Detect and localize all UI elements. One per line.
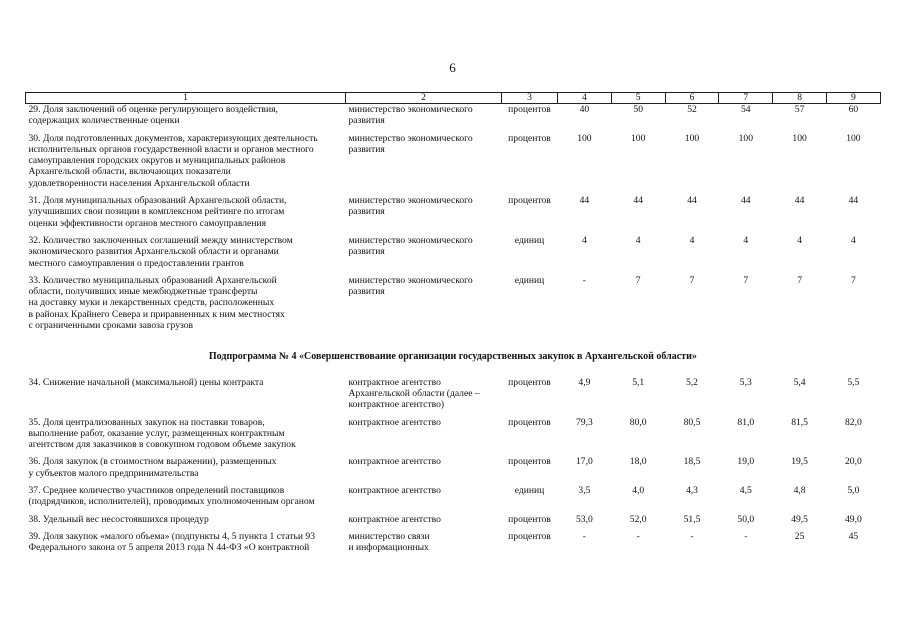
table-row	[26, 485, 881, 514]
value-cell: 80,5	[683, 416, 701, 428]
table-row	[26, 377, 881, 417]
page-number: 6	[449, 60, 456, 75]
value-cell: 18,5	[683, 456, 701, 468]
responsible-agency: министерство экономического развития	[348, 234, 473, 258]
value-cell: 100	[631, 132, 646, 144]
table-row	[26, 531, 881, 560]
responsible-agency: контрактное агентство	[348, 513, 441, 525]
value-cell: 82,0	[844, 416, 862, 428]
value-cell: 4	[850, 234, 856, 246]
value-cell: -	[744, 530, 748, 542]
responsible-agency: контрактное агентство	[348, 485, 441, 497]
value-cell: 5,0	[847, 485, 860, 497]
indicator-name: 30. Доля подготовленных документов, характеризующих деятельность исполнительных органов государственной власти и органов местного самоуправления городских округов и муниципальных районов Архангельской области, включающих показатели удовлетворенности населения Архангельской области	[28, 132, 318, 189]
value-cell: 44	[740, 195, 751, 207]
unit-cell: процентов	[508, 513, 551, 525]
value-cell: 81,5	[791, 416, 808, 428]
value-cell: 100	[738, 132, 753, 144]
table-row	[26, 195, 881, 235]
value-cell: 79,3	[576, 416, 593, 428]
table-row	[26, 417, 881, 457]
value-cell: 44	[633, 195, 643, 207]
value-cell: 81,0	[737, 416, 755, 428]
value-cell: 51,5	[683, 513, 701, 525]
value-cell: 7	[797, 274, 802, 286]
value-cell: 5,2	[685, 376, 698, 388]
header-col-8: 8	[773, 93, 827, 104]
value-cell: 50,0	[737, 513, 755, 525]
value-cell: 100	[792, 132, 807, 144]
value-cell: 5,5	[847, 376, 860, 388]
value-cell: -	[582, 530, 586, 542]
header-col-9: 9	[826, 93, 880, 104]
indicator-name: 39. Доля закупок «малого объема» (подпункты 4, 5 пункта 1 статьи 93 Федерального закона от 5 апреля 2013 года N 44-ФЗ «О контрактной	[28, 530, 315, 554]
value-cell: 44	[687, 195, 697, 207]
header-col-2: 2	[346, 93, 502, 104]
value-cell: 52	[687, 104, 697, 115]
unit-cell: процентов	[508, 195, 551, 207]
table-row	[26, 133, 881, 195]
value-cell: 60	[848, 104, 859, 115]
value-cell: 4	[797, 234, 802, 246]
value-cell: 4	[743, 234, 749, 246]
responsible-agency: министерство экономического развития	[348, 195, 473, 218]
indicator-name: 36. Доля закупок (в стоимостном выражении), размещенных у субъектов малого предпринимательства	[28, 456, 277, 479]
value-cell: 4	[689, 234, 695, 246]
responsible-agency: контрактное агентство	[348, 456, 441, 468]
unit-cell: процентов	[508, 376, 551, 388]
value-cell: 100	[684, 132, 700, 144]
value-cell: 7	[850, 274, 856, 286]
unit-cell: единиц	[514, 485, 545, 497]
value-cell: 4,3	[685, 485, 698, 497]
value-cell: 54	[740, 104, 751, 115]
value-cell: 49,5	[791, 513, 808, 525]
value-cell: 4,0	[632, 485, 645, 497]
unit-cell: единиц	[514, 274, 545, 286]
value-cell: 7	[743, 274, 749, 286]
indicator-name: 37. Среднее количество участников определений поставщиков (подрядчиков, исполнителей), проводимых уполномоченным органом	[28, 485, 315, 508]
responsible-agency: министерство связи и информационных	[348, 530, 430, 554]
unit-cell: процентов	[508, 104, 551, 115]
value-cell: 100	[577, 132, 592, 144]
value-cell: -	[690, 530, 694, 542]
value-cell: 44	[794, 195, 805, 207]
value-cell: 4,9	[578, 376, 591, 388]
header-col-4: 4	[558, 93, 612, 104]
responsible-agency: контрактное агентство Архангельской области (далее – контрактное агентство)	[348, 376, 480, 411]
unit-cell: процентов	[508, 530, 551, 542]
header-col-6: 6	[665, 93, 719, 104]
indicators-table	[25, 92, 881, 560]
value-cell: 5,1	[632, 376, 645, 388]
value-cell: 40	[579, 104, 590, 115]
value-cell: 49,0	[844, 513, 862, 525]
table-row	[26, 275, 881, 337]
value-cell: 4,5	[739, 485, 752, 497]
value-cell: 18,0	[629, 456, 647, 468]
indicator-name: 31. Доля муниципальных образований Архангельской области, улучшивших свои позиции в комплексном рейтинге по итогам оценки эффективности органов местного самоуправления	[28, 195, 287, 229]
table-header	[26, 93, 881, 104]
value-cell: 19,5	[791, 456, 808, 468]
table-row	[26, 456, 881, 485]
responsible-agency: контрактное агентство	[348, 416, 441, 428]
indicator-name: 34. Снижение начальной (максимальной) цены контракта	[28, 376, 264, 388]
value-cell: -	[636, 530, 640, 542]
responsible-agency: министерство экономического развития	[348, 274, 473, 298]
value-cell: 7	[689, 274, 695, 286]
header-col-3: 3	[502, 93, 558, 104]
value-cell: 45	[848, 530, 859, 542]
value-cell: 5,3	[739, 376, 752, 388]
responsible-agency: министерство экономического развития	[348, 132, 473, 155]
header-col-1: 1	[26, 93, 346, 104]
table-row	[26, 235, 881, 275]
value-cell: 4	[635, 234, 641, 246]
value-cell: 17,0	[576, 456, 593, 468]
unit-cell: процентов	[508, 416, 551, 428]
responsible-agency: министерство экономического развития	[348, 104, 473, 127]
unit-cell: единиц	[514, 234, 545, 246]
indicator-name: 35. Доля централизованных закупок на поставки товаров, выполнение работ, оказание услуг, размещенных контрактным агентством для заказчиков в совокупном годовом объеме закупок	[28, 416, 296, 451]
table-row	[26, 104, 881, 133]
value-cell: 3,5	[578, 485, 591, 497]
indicator-name: 32. Количество заключенных соглашений между министерством экономического развития Архангельской области и органами местного самоуправления о предоставлении грантов	[28, 234, 293, 269]
unit-cell: процентов	[508, 132, 551, 144]
value-cell: 44	[848, 195, 859, 207]
value-cell: 20,0	[844, 456, 862, 468]
value-cell: 80,0	[629, 416, 647, 428]
indicator-name: 29. Доля заключений об оценке регулирующего воздействия, содержащих количественные оценки	[28, 104, 278, 127]
value-cell: 44	[579, 195, 590, 207]
value-cell: 19,0	[737, 456, 755, 468]
value-cell: 7	[635, 274, 641, 286]
indicator-name: 38. Удельный вес несостоявшихся процедур	[28, 513, 209, 525]
subprogram-title: Подпрограмма № 4 «Совершенствование организации государственных закупок в Архангельской области»	[208, 351, 697, 363]
table-body	[26, 104, 881, 560]
value-cell: 100	[846, 132, 861, 144]
value-cell: 50	[633, 104, 643, 115]
unit-cell: процентов	[508, 456, 551, 468]
value-cell: 25	[794, 530, 805, 542]
indicator-name: 33. Количество муниципальных образований Архангельской области, получивших иные межбюджетные трансферты на доставку муки и лекарственных средств, расположенных в районах Крайнего Севера и приравненных к ним местностях с ограниченными сроками завоза грузов	[28, 274, 285, 332]
header-col-7: 7	[719, 93, 773, 104]
value-cell: 57	[794, 104, 805, 115]
value-cell: 52,0	[629, 513, 647, 525]
subprogram-section-row	[26, 337, 881, 376]
value-cell: -	[582, 274, 586, 286]
value-cell: 4,8	[793, 485, 806, 497]
header-col-5: 5	[611, 93, 665, 104]
value-cell: 5,4	[793, 376, 806, 388]
value-cell: 53,0	[576, 513, 593, 525]
table-row	[26, 514, 881, 531]
value-cell: 4	[582, 234, 587, 246]
